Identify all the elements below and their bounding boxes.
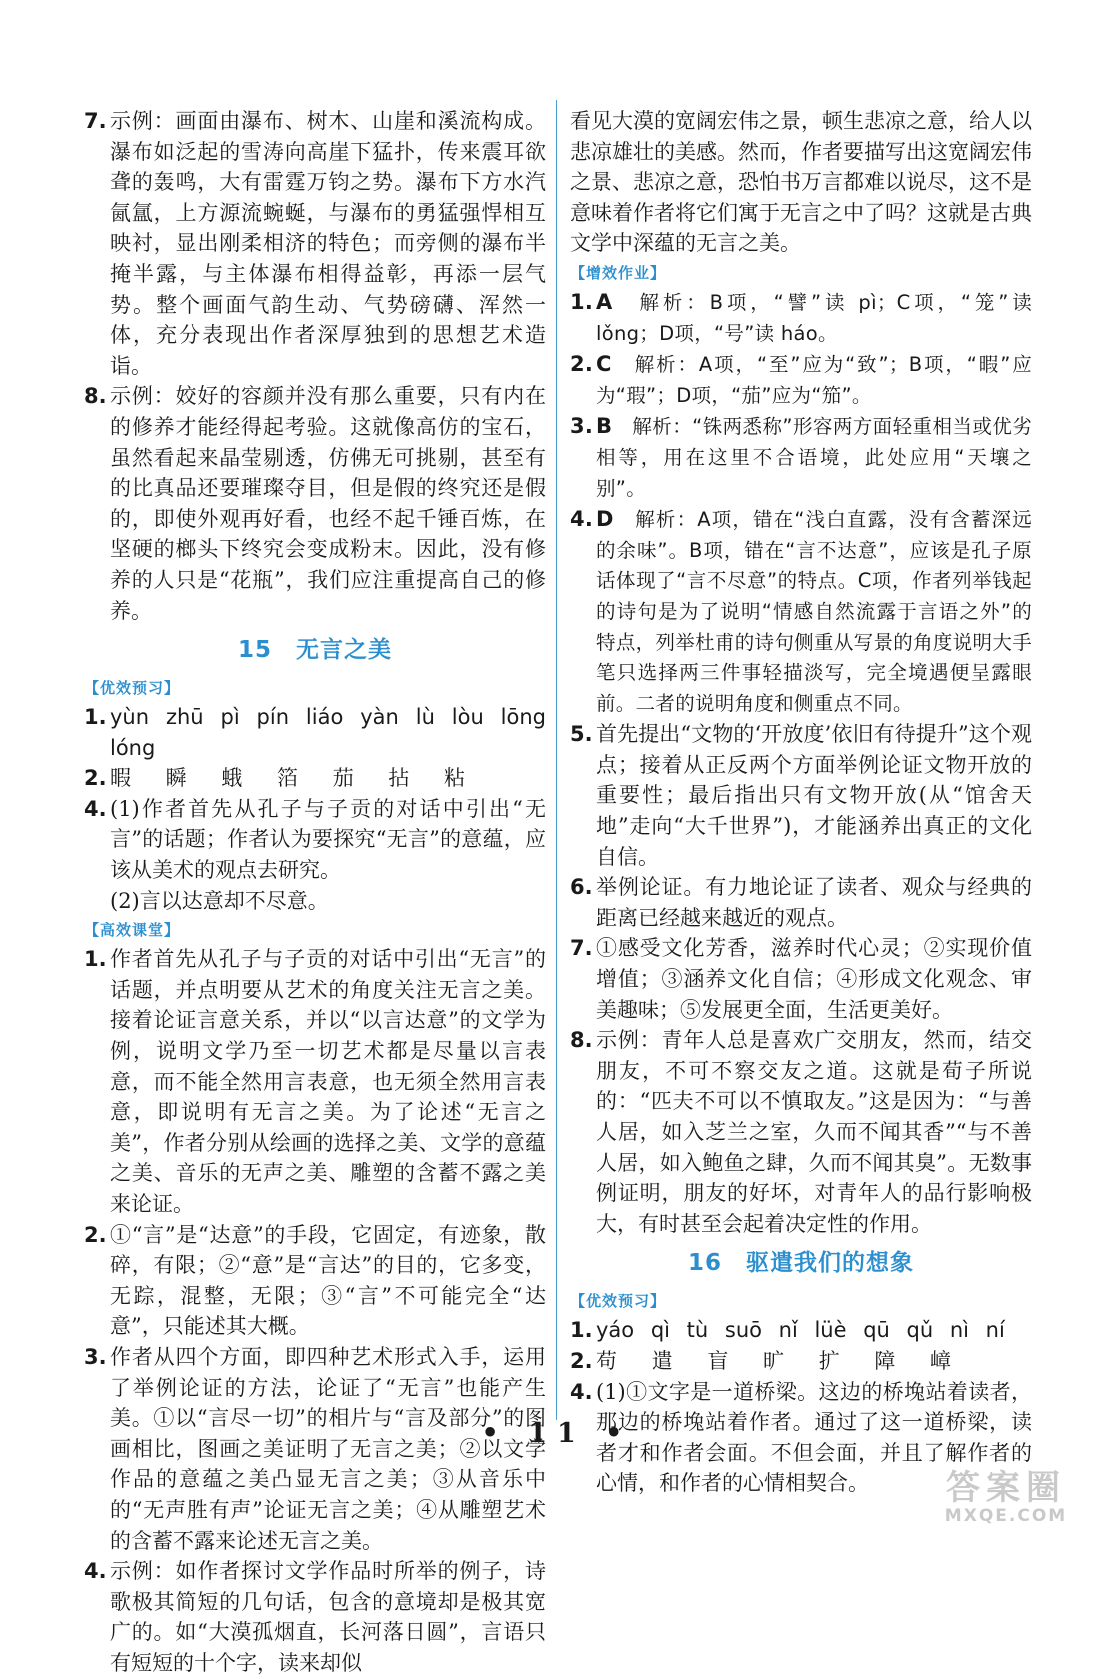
right-column (570, 106, 1032, 1499)
item-analysis: 解析：A项，错在“浅白直露，没有含蓄深远的余味”。B项，错在“言不达意”，应该是孔子原话体现了“言不尽意”的特点。C项，作者列举钱起的诗句是为了说明“情感自然流露于言语之外”的特点，列举杜甫的诗句侧重从写景的角度说明大手笔只选择两三件事轻描淡写，完全境遇便呈露眼前。二者的说明角度和侧重点不同。 (596, 508, 1032, 715)
item-number: 2. (84, 1222, 107, 1247)
homework-4 (570, 504, 1032, 719)
item-number: 2. (570, 1348, 593, 1373)
item-number: 3. (84, 1344, 107, 1369)
section-name: 无言之美 (296, 637, 392, 664)
tag-preview: 【优效预习】 (84, 679, 181, 698)
page-number: • 11 • (481, 1418, 633, 1449)
char-answers: 暇 瞬 蛾 箔 茄 拈 粘 (110, 766, 480, 791)
item-number: 4. (570, 507, 594, 532)
item-number: 3. (570, 414, 594, 439)
item-number: 4. (570, 1379, 593, 1404)
pinyin-answers: yùn zhū pì pín liáo yàn lù lòu lōng lóng (110, 705, 546, 760)
item-number: 4. (84, 796, 107, 821)
homework-7 (570, 933, 1032, 1025)
item-subanswer-2: (2)言以达意却不尽意。 (110, 888, 329, 913)
classroom-2 (84, 1220, 546, 1342)
item-text: 示例：如作者探讨文学作品时所举的例子，诗歌极其简短的几句话，包含的意境却是极其宽广的。如“大漠孤烟直，长河落日圆”，言语只有短短的十个字，读来却似 (110, 1559, 546, 1675)
classroom-1 (84, 944, 546, 1219)
item-number: 8. (570, 1028, 593, 1053)
choice-answer: A (596, 289, 613, 314)
choice-answer: D (596, 507, 614, 532)
answer-7 (84, 106, 546, 381)
section-name: 驱遣我们的想象 (746, 1250, 914, 1277)
section-number: 16 (687, 1250, 722, 1277)
item-number: 5. (570, 722, 593, 747)
tag-homework: 【增效作业】 (570, 263, 667, 282)
watermark-logo (918, 1470, 1094, 1526)
item-analysis: 解析：B项，“譬”读 pì；C项，“笼”读 lǒng；D项，“号”读 háo。 (596, 290, 1032, 345)
item-number: 6. (570, 875, 593, 900)
item-subanswer-1: (1)作者首先从孔子与子贡的对话中引出“无言”的话题；作者认为要探究“无言”的意蕴，应该从美术的观点去研究。 (110, 796, 546, 883)
preview2-1 (570, 1315, 1032, 1346)
homework-3 (570, 411, 1032, 504)
homework-6 (570, 872, 1032, 933)
watermark-url: MXQE.COM (944, 1506, 1068, 1526)
homework-1 (570, 287, 1032, 349)
item-text: ①感受文化芳香，滋养时代心灵；②实现价值增值；③涵养文化自信；④形成文化观念、审美趣味；⑤发展更全面，生活更美好。 (596, 936, 1032, 1022)
preview-2 (84, 763, 546, 794)
item-text: 举例论证。有力地论证了读者、观众与经典的距离已经越来越近的观点。 (596, 875, 1032, 930)
preview-4 (84, 794, 546, 916)
preview-1 (84, 702, 546, 763)
item-number: 2. (570, 352, 594, 377)
item-text: ①“言”是“达意”的手段，它固定，有迹象，散碎，有限；②“意”是“言达”的目的，它多变，无踪，混整，无限；③“言”不可能完全“达意”，只能述其大概。 (110, 1222, 546, 1339)
choice-answer: B (596, 414, 613, 439)
item-number: 1. (84, 705, 107, 730)
homework-8 (570, 1025, 1032, 1239)
section-title-16 (570, 1241, 1032, 1285)
classroom-4-continued: 看见大漠的宽阔宏伟之景，顿生悲凉之意，给人以悲凉雄壮的美感。然而，作者要描写出这宽阔宏伟之景、悲凉之意，恐怕书万言都难以说尽，这不是意味着作者将它们寓于无言之中了吗？这就是古典文学中深蕴的无言之美。 (570, 109, 1032, 256)
section-title-15 (84, 628, 546, 672)
item-number: 4. (84, 1559, 107, 1584)
tag-preview-2: 【优效预习】 (570, 1292, 667, 1311)
preview2-2 (570, 1346, 1032, 1377)
item-text: 示例：姣好的容颜并没有那么重要，只有内在的修养才能经得起考验。这就像高仿的宝石，虽然看起来晶莹剔透，仿佛无可挑剔，甚至有的比真品还要璀璨夺目，但是假的终究还是假的，即使外观再好看，也经不起千锤百炼，在坚硬的榔头下终究会变成粉末。因此，没有修养的人只是“花瓶”，我们应注重提高自己的修养。 (110, 384, 546, 623)
item-analysis: 解析：A项，“至”应为“致”；B项，“暇”应为“瑕”；D项，“茄”应为“笳”。 (596, 353, 1032, 407)
homework-2 (570, 349, 1032, 411)
item-number: 1. (570, 1318, 593, 1343)
item-text: (1)①文字是一道桥梁。这边的桥堍站着读者，那边的桥堍站着作者。通过了这一道桥梁，读者才和作者会面。不但会面，并且了解作者的心情，和作者的心情相契合。 (596, 1379, 1032, 1496)
classroom-3 (84, 1342, 546, 1556)
item-number: 2. (84, 766, 107, 791)
item-number: 1. (84, 947, 107, 972)
item-number: 7. (84, 109, 107, 133)
item-analysis: 解析：“铢两悉称”形容两方面轻重相当或优劣相等，用在这里不合语境，此处应用“天壤之别”。 (596, 415, 1032, 500)
choice-answer: C (596, 352, 612, 377)
item-text: 示例：画面由瀑布、树木、山崖和溪流构成。瀑布如泛起的雪涛向高崖下猛扑，传来震耳欲聋的轰鸣，大有雷霆万钧之势。瀑布下方水汽氤氲，上方源流蜿蜒，与瀑布的勇猛强悍相互映衬，显出刚柔相济的特色；而旁侧的瀑布半掩半露，与主体瀑布相得益彰，再添一层气势。整个画面气韵生动、气势磅礴、浑然一体，充分表现出作者深厚独到的思想艺术造诣。 (110, 109, 546, 378)
watermark-text: 答案圈 (946, 1468, 1066, 1508)
tag-classroom: 【高效课堂】 (84, 921, 181, 940)
item-number: 7. (570, 936, 593, 961)
item-text: 作者从四个方面，即四种艺术形式入手，运用了举例论证的方法，论证了“无言”也能产生美。①以“言尽一切”的相片与“言及部分”的图画相比，图画之美证明了无言之美；②以文学作品的意蕴之美凸显无言之美；③从音乐中的“无声胜有声”论证无言之美；④从雕塑艺术的含蓄不露来论述无言之美。 (110, 1344, 546, 1553)
answer-8 (84, 381, 546, 626)
item-number: 8. (84, 384, 107, 409)
homework-5 (570, 719, 1032, 872)
item-text: 示例：青年人总是喜欢广交朋友，然而，结交朋友，不可不察交友之道。这就是荀子所说的：“匹夫不可以不慎取友。”这是因为：“与善人居，如入芝兰之室，久而不闻其香”“与不善人居，如入鲍鱼之肆，久而不闻其臭”。无数事例证明，朋友的好坏，对青年人的品行影响极大，有时甚至会起着决定性的作用。 (596, 1028, 1032, 1236)
section-number: 15 (237, 637, 272, 664)
item-number: 1. (570, 289, 594, 314)
classroom-4 (84, 1556, 546, 1678)
item-text: 作者首先从孔子与子贡的对话中引出“无言”的话题，并点明要从艺术的角度关注无言之美。接着论证言意关系，并以“以言达意”的文学为例，说明文学乃至一切艺术都是尽量以言表意，而不能全然用言表意，也无须全然用言表意，即说明有无言之美。为了论述“无言之美”，作者分别从绘画的选择之美、文学的意蕴之美、音乐的无声之美、雕塑的含蓄不露之美来论证。 (110, 947, 546, 1216)
column-divider (556, 100, 557, 1420)
pinyin-answers: yáo qì tù suō nǐ lüè qū qǔ nì ní (596, 1318, 1005, 1343)
char-answers: 苟 遣 盲 旷 扩 障 嶂 (596, 1348, 966, 1373)
item-text: 首先提出“文物的‘开放度’依旧有待提升”这个观点；接着从正反两个方面举例论证文物开放的重要性；最后指出只有文物开放(从“馆舍天地”走向“大千世界”)，才能涵养出真正的文化自信。 (596, 722, 1032, 869)
